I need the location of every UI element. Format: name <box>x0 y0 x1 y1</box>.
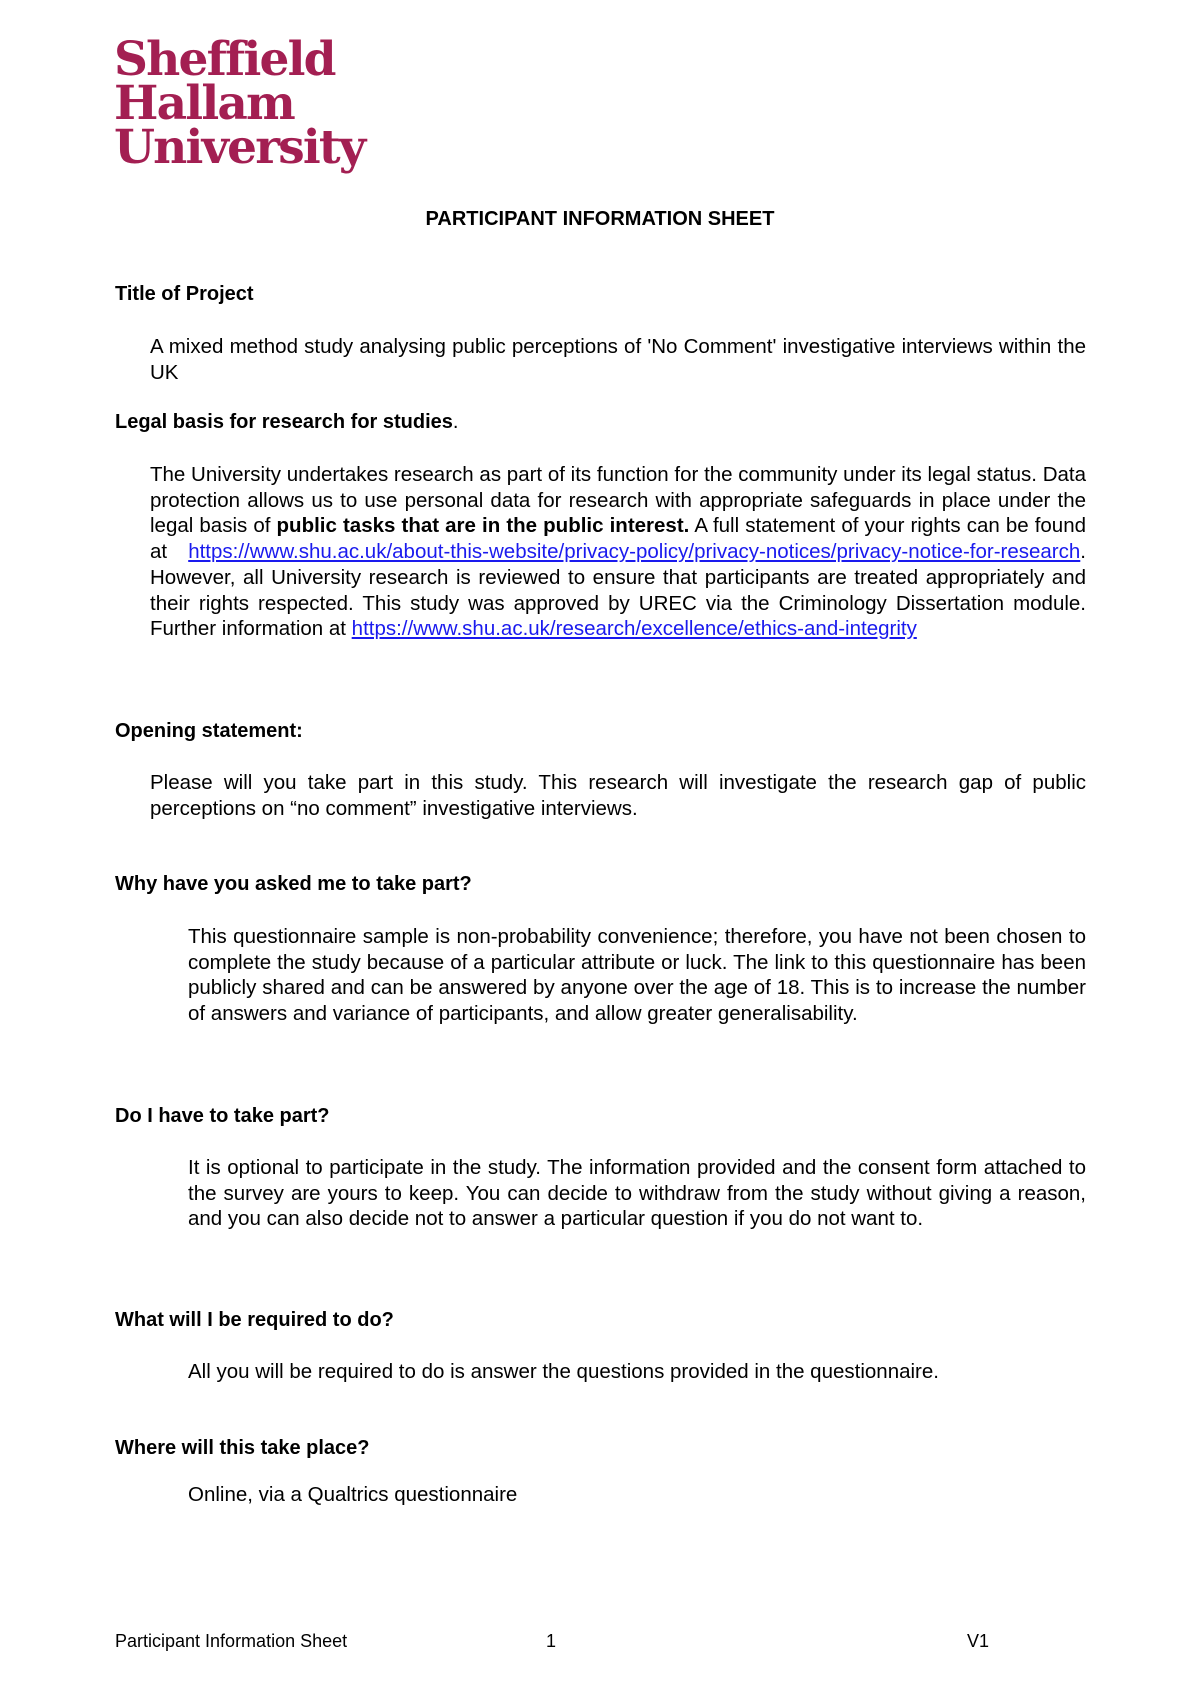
where-text: Online, via a Qualtrics questionnaire <box>188 1483 518 1506</box>
document-title: PARTICIPANT INFORMATION SHEET <box>425 208 775 230</box>
ethics-integrity-link[interactable]: https://www.shu.ac.uk/research/excellence/ethics-and-integrity <box>351 617 917 641</box>
university-logo <box>114 32 365 175</box>
legal-basis-part3: . However, all University research is reviewed to ensure that participants are treated appropriately and their rights respected. This study was approved by UREC via the Criminology Dissertation module. Further information at <box>150 540 1086 641</box>
heading-where: Where will this take place? <box>115 1437 370 1459</box>
heading-title-of-project: Title of Project <box>115 283 254 305</box>
legal-basis-part2: A full statement of your rights can be found at <box>150 514 1087 564</box>
required-to-do-text: All you will be required to do is answer the questions provided in the questionnaire. <box>188 1360 939 1383</box>
logo-line-2: Hallam <box>114 76 294 131</box>
heading-have-to-take-part: Do I have to take part? <box>115 1105 330 1127</box>
heading-required-to-do: What will I be required to do? <box>115 1309 394 1331</box>
project-title-text: A mixed method study analysing public perceptions of 'No Comment' investigative interviews within the UK <box>150 335 1086 384</box>
legal-basis-bold: public tasks that are in the public interest. <box>276 514 690 538</box>
heading-legal-basis-suffix: . <box>452 411 459 433</box>
heading-why-asked: Why have you asked me to take part? <box>115 873 472 895</box>
heading-opening-statement: Opening statement: <box>115 720 303 742</box>
footer-document-name: Participant Information Sheet <box>115 1631 348 1651</box>
opening-statement-text: Please will you take part in this study. This research will investigate the research gap of public perceptions on “no comment” investigative interviews. <box>150 771 1086 820</box>
logo-line-1: Sheffield <box>114 32 335 87</box>
privacy-notice-link[interactable]: https://www.shu.ac.uk/about-this-website/privacy-policy/privacy-notices/privacy-notice-for-research <box>188 540 1081 564</box>
logo-line-3: University <box>114 120 365 175</box>
have-to-take-part-text: It is optional to participate in the study. The information provided and the consent form attached to the survey are yours to keep. You can decide to withdraw from the study without giving a reason, and you can also decide not to answer a particular question if you do not want to. <box>188 1156 1086 1231</box>
footer-page-number: 1 <box>546 1631 557 1651</box>
why-asked-text: This questionnaire sample is non-probability convenience; therefore, you have not been chosen to complete the study because of a particular attribute or luck. The link to this questionnaire has been publicly shared and can be answered by anyone over the age of 18. This is to increase the number of answers and variance of participants, and allow greater generalisability. <box>188 925 1086 1026</box>
legal-basis-part1: The University undertakes research as part of its function for the community under its legal status. Data protection allows us to use personal data for research with appropriate safeguards in place under the legal basis of <box>150 463 1086 538</box>
heading-legal-basis-text: Legal basis for research for studies <box>115 411 453 433</box>
heading-legal-basis <box>115 411 458 434</box>
footer-version: V1 <box>967 1631 990 1651</box>
legal-basis-text <box>150 462 1086 642</box>
